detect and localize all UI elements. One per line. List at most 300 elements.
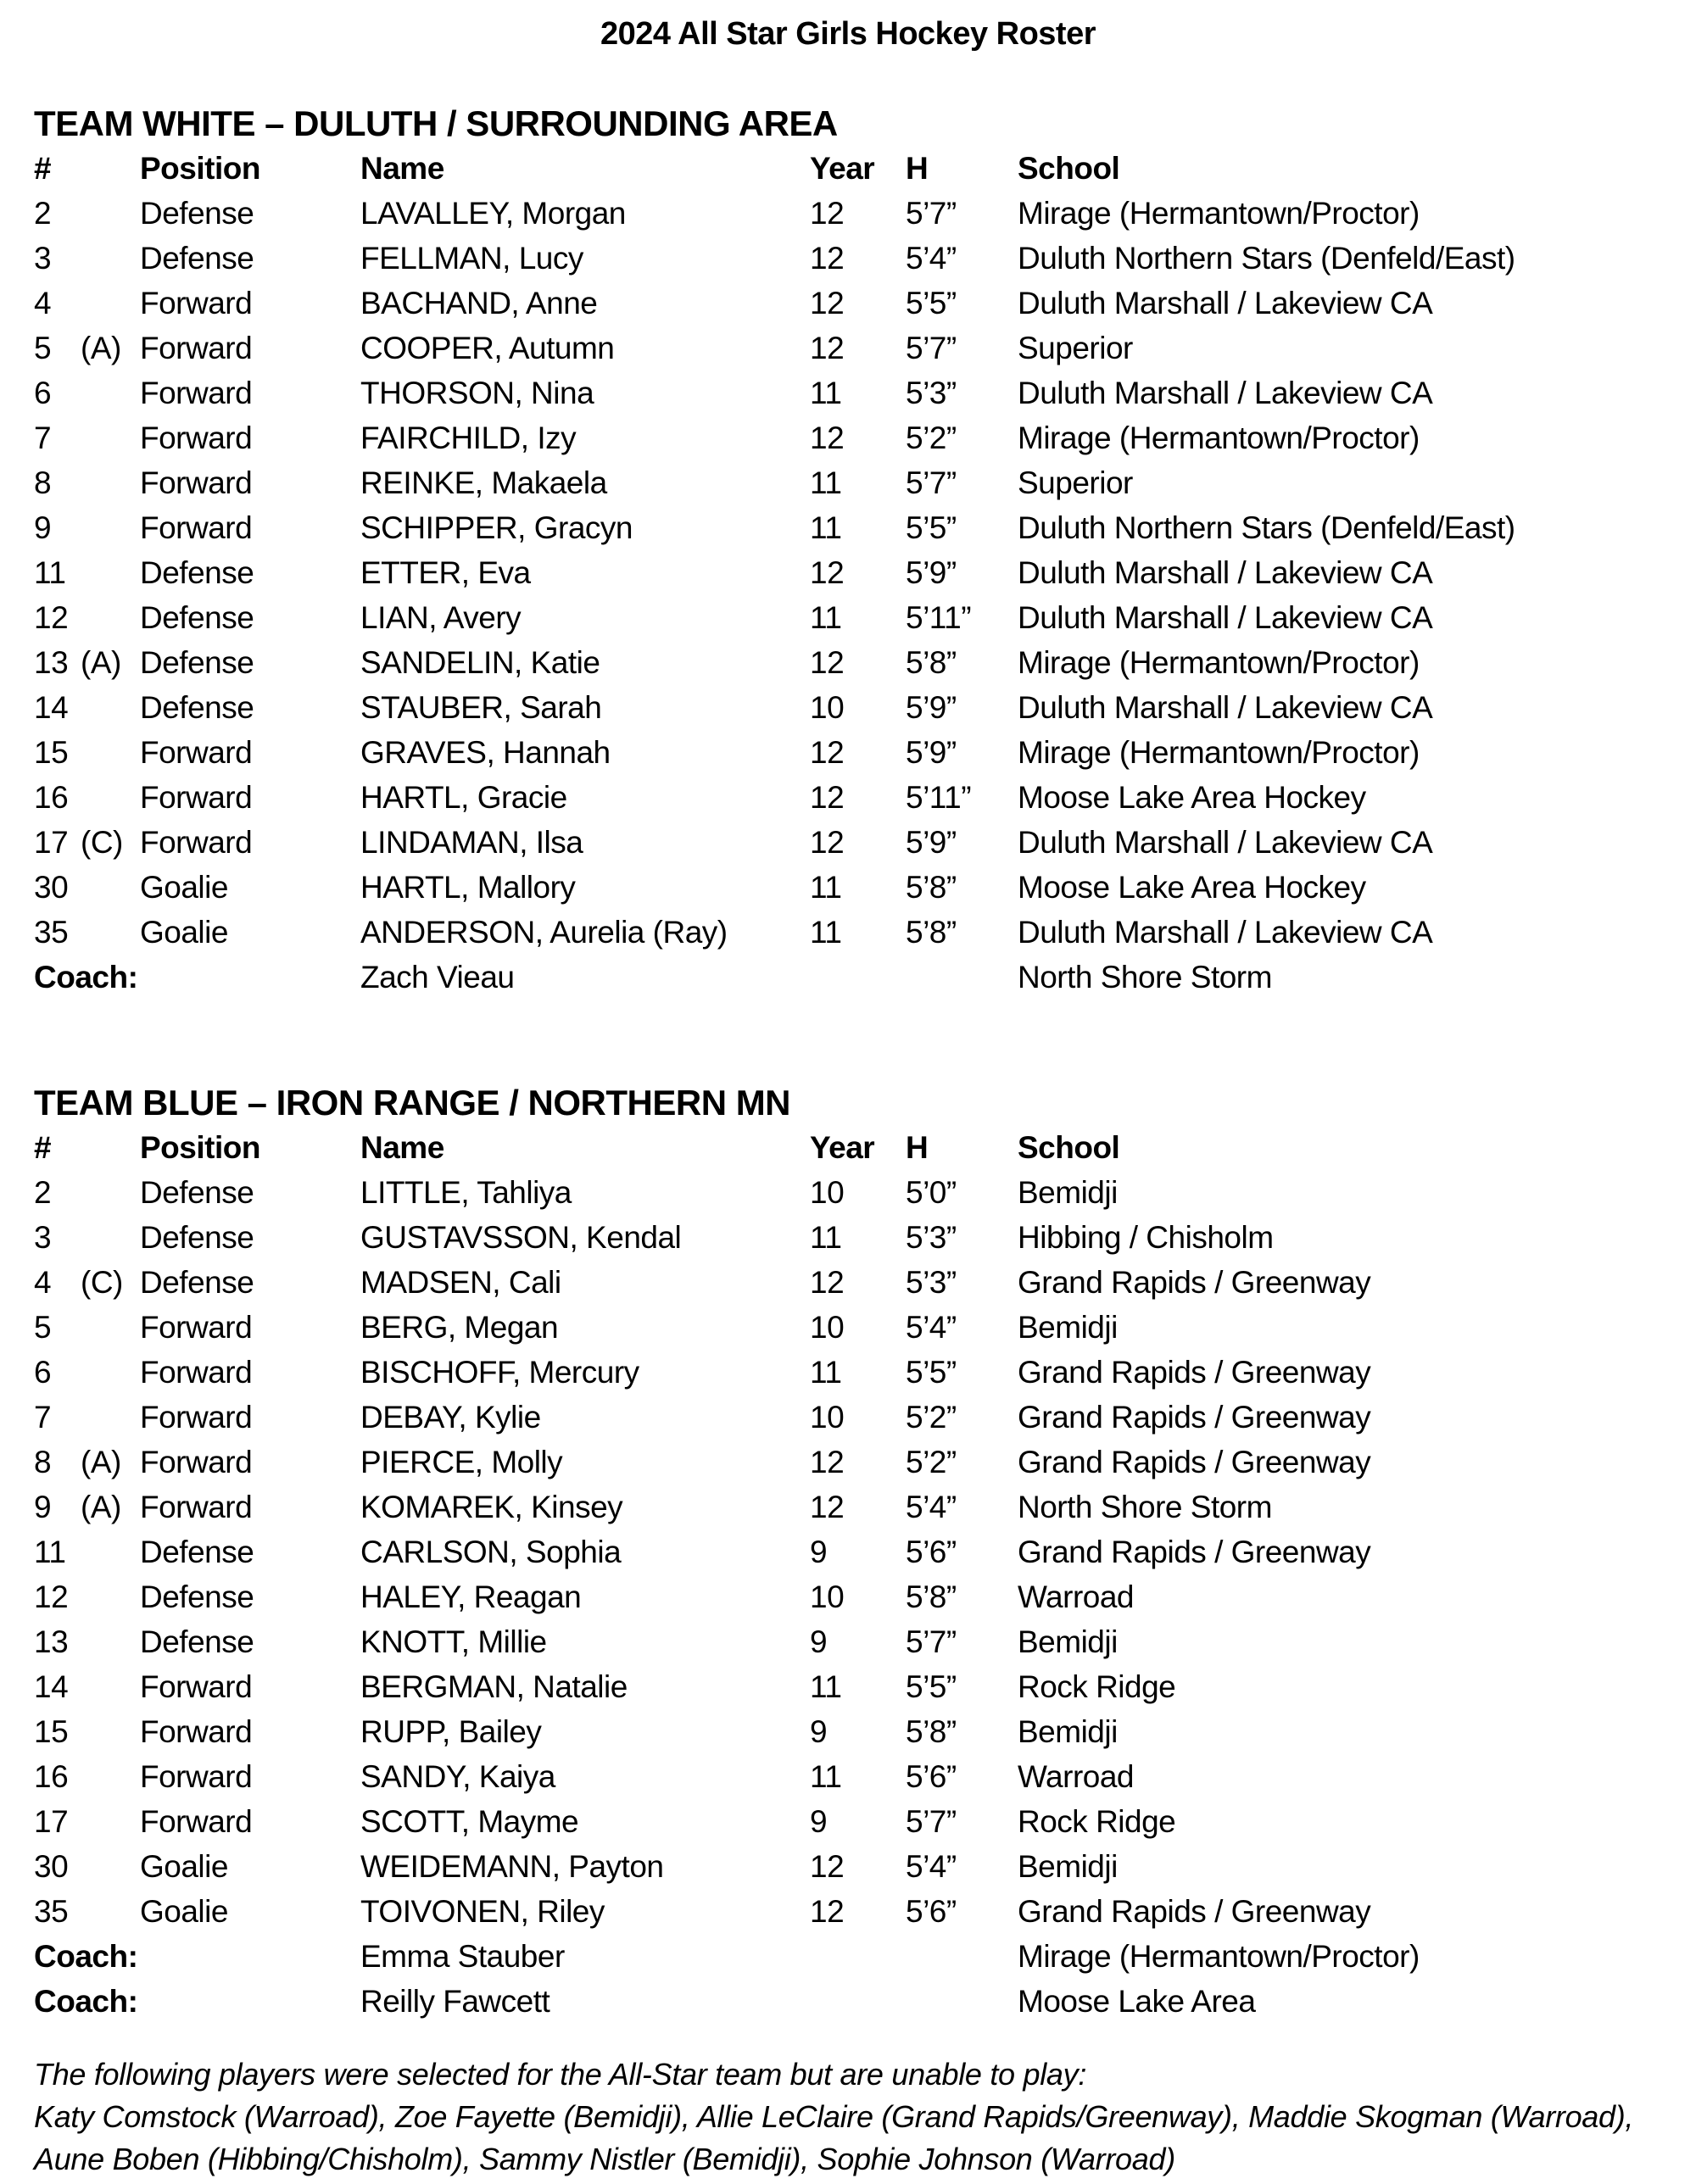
player-position: Forward	[140, 376, 253, 410]
player-school: Moose Lake Area Hockey	[1018, 780, 1366, 815]
player-position: Forward	[140, 465, 253, 500]
player-row	[34, 370, 1662, 415]
player-position: Forward	[140, 1759, 253, 1794]
player-number: 30	[34, 870, 69, 905]
player-name: PIERCE, Molly	[360, 1445, 563, 1479]
column-header-row	[34, 1125, 1662, 1170]
player-year: 11	[810, 1759, 842, 1794]
team-section	[34, 101, 1662, 1000]
player-school: Mirage (Hermantown/Proctor)	[1018, 735, 1420, 770]
col-header-h: H	[906, 151, 929, 186]
player-position: Forward	[140, 735, 253, 770]
player-school: Grand Rapids / Greenway	[1018, 1400, 1371, 1435]
player-school: Bemidji	[1018, 1849, 1118, 1884]
player-position: Forward	[140, 1804, 253, 1839]
captain-designation	[81, 1844, 140, 1889]
player-school: Bemidji	[1018, 1175, 1118, 1210]
player-height: 5’11”	[906, 600, 972, 635]
player-height: 5’5”	[906, 510, 957, 545]
player-height: 5’7”	[906, 196, 957, 231]
player-height: 5’8”	[906, 1580, 957, 1614]
player-row	[34, 1844, 1662, 1889]
player-height: 5’2”	[906, 421, 957, 455]
captain-designation	[81, 1305, 140, 1350]
player-position: Forward	[140, 286, 253, 320]
player-row	[34, 1709, 1662, 1754]
col-header-num: #	[34, 151, 52, 186]
player-row	[34, 1215, 1662, 1260]
player-height: 5’0”	[906, 1175, 957, 1210]
player-position: Defense	[140, 1220, 254, 1255]
col-header-year: Year	[810, 151, 875, 186]
player-number: 4	[34, 1265, 52, 1300]
player-height: 5’6”	[906, 1759, 957, 1794]
captain-designation: (A)	[81, 331, 121, 365]
player-name: COOPER, Autumn	[360, 331, 615, 365]
player-row	[34, 595, 1662, 640]
col-header-cap	[81, 146, 140, 191]
player-height: 5’6”	[906, 1535, 957, 1569]
player-number: 14	[34, 690, 69, 725]
player-number: 35	[34, 915, 69, 950]
player-row	[34, 1260, 1662, 1305]
captain-designation	[81, 1574, 140, 1619]
player-height: 5’8”	[906, 645, 957, 680]
player-year: 12	[810, 1445, 845, 1479]
player-number: 13	[34, 1624, 69, 1659]
player-number: 4	[34, 286, 52, 320]
player-school: Grand Rapids / Greenway	[1018, 1894, 1371, 1929]
captain-designation: (C)	[81, 825, 123, 860]
player-school: Rock Ridge	[1018, 1804, 1176, 1839]
captain-designation: (A)	[81, 645, 121, 680]
player-year: 12	[810, 241, 845, 276]
player-height: 5’2”	[906, 1445, 957, 1479]
col-header-name: Name	[360, 1130, 444, 1165]
player-number: 6	[34, 376, 52, 410]
player-position: Forward	[140, 1310, 253, 1345]
player-number: 17	[34, 825, 69, 860]
player-school: Warroad	[1018, 1759, 1135, 1794]
player-year: 10	[810, 1580, 845, 1614]
captain-designation	[81, 460, 140, 505]
player-name: HARTL, Gracie	[360, 780, 567, 815]
player-name: GRAVES, Hannah	[360, 735, 611, 770]
player-name: FELLMAN, Lucy	[360, 241, 583, 276]
player-height: 5’3”	[906, 1265, 957, 1300]
player-row	[34, 685, 1662, 730]
player-year: 11	[810, 510, 842, 545]
player-school: Mirage (Hermantown/Proctor)	[1018, 421, 1420, 455]
player-number: 15	[34, 735, 69, 770]
player-name: LIAN, Avery	[360, 600, 522, 635]
player-school: Duluth Marshall / Lakeview CA	[1018, 690, 1433, 725]
player-name: LAVALLEY, Morgan	[360, 196, 626, 231]
player-height: 5’11”	[906, 780, 972, 815]
player-name: TOIVONEN, Riley	[360, 1894, 605, 1929]
player-school: Grand Rapids / Greenway	[1018, 1355, 1371, 1390]
player-name: STAUBER, Sarah	[360, 690, 602, 725]
player-number: 9	[34, 1490, 52, 1524]
captain-designation	[81, 281, 140, 326]
player-position: Defense	[140, 1624, 254, 1659]
player-height: 5’5”	[906, 1355, 957, 1390]
player-row	[34, 236, 1662, 281]
player-year: 12	[810, 825, 845, 860]
coach-name: Reilly Fawcett	[360, 1984, 550, 2019]
player-school: Bemidji	[1018, 1624, 1118, 1659]
player-row	[34, 775, 1662, 820]
player-height: 5’3”	[906, 376, 957, 410]
player-school: Duluth Marshall / Lakeview CA	[1018, 555, 1433, 590]
player-number: 5	[34, 331, 52, 365]
player-number: 3	[34, 241, 52, 276]
player-row	[34, 415, 1662, 460]
captain-designation	[81, 775, 140, 820]
player-row	[34, 1754, 1662, 1799]
player-position: Goalie	[140, 870, 228, 905]
player-name: KOMAREK, Kinsey	[360, 1490, 623, 1524]
player-number: 14	[34, 1669, 69, 1704]
player-height: 5’4”	[906, 1310, 957, 1345]
coach-row	[34, 955, 1662, 1000]
player-row	[34, 326, 1662, 370]
captain-designation: (A)	[81, 1490, 121, 1524]
player-year: 12	[810, 645, 845, 680]
footnote-players: Katy Comstock (Warroad), Zoe Fayette (Bemidji), Allie LeClaire (Grand Rapids/Greenway), Maddie Skogman (Warroad), Aune Boben (Hibbing/Chisholm), Sammy Nistler (Bemidji), Sophie Johnson (Warroad)	[34, 2099, 1634, 2176]
captain-designation	[81, 595, 140, 640]
player-name: MADSEN, Cali	[360, 1265, 561, 1300]
player-year: 11	[810, 1220, 842, 1255]
player-name: REINKE, Makaela	[360, 465, 607, 500]
player-year: 10	[810, 1400, 845, 1435]
captain-designation: (A)	[81, 1445, 121, 1479]
player-height: 5’7”	[906, 1804, 957, 1839]
player-position: Defense	[140, 600, 254, 635]
player-position: Goalie	[140, 915, 228, 950]
coach-label: Coach:	[34, 1939, 138, 1974]
player-row	[34, 1305, 1662, 1350]
player-position: Defense	[140, 645, 254, 680]
player-year: 12	[810, 1894, 845, 1929]
player-height: 5’8”	[906, 870, 957, 905]
col-header-school: School	[1018, 1130, 1120, 1165]
player-position: Forward	[140, 510, 253, 545]
captain-designation	[81, 1664, 140, 1709]
player-row	[34, 1619, 1662, 1664]
player-number: 11	[34, 1535, 66, 1569]
player-row	[34, 1799, 1662, 1844]
player-year: 11	[810, 1669, 842, 1704]
player-row	[34, 1350, 1662, 1395]
player-number: 7	[34, 1400, 52, 1435]
player-position: Goalie	[140, 1849, 228, 1884]
captain-designation	[81, 415, 140, 460]
player-year: 12	[810, 555, 845, 590]
player-name: THORSON, Nina	[360, 376, 594, 410]
col-header-cap	[81, 1125, 140, 1170]
player-position: Defense	[140, 1175, 254, 1210]
captain-designation	[81, 685, 140, 730]
captain-designation	[81, 1799, 140, 1844]
player-position: Forward	[140, 825, 253, 860]
player-position: Defense	[140, 690, 254, 725]
captain-designation	[81, 505, 140, 550]
player-height: 5’7”	[906, 465, 957, 500]
player-name: KNOTT, Millie	[360, 1624, 547, 1659]
player-name: LITTLE, Tahliya	[360, 1175, 572, 1210]
player-row	[34, 505, 1662, 550]
player-year: 11	[810, 1355, 842, 1390]
player-number: 12	[34, 1580, 69, 1614]
player-year: 9	[810, 1624, 828, 1659]
player-name: BERG, Megan	[360, 1310, 559, 1345]
player-position: Defense	[140, 555, 254, 590]
player-position: Forward	[140, 1445, 253, 1479]
player-row	[34, 1395, 1662, 1440]
player-position: Defense	[140, 241, 254, 276]
player-number: 5	[34, 1310, 52, 1345]
player-position: Forward	[140, 1669, 253, 1704]
player-name: HARTL, Mallory	[360, 870, 576, 905]
player-position: Forward	[140, 1714, 253, 1749]
player-row	[34, 730, 1662, 775]
player-number: 7	[34, 421, 52, 455]
player-height: 5’4”	[906, 1849, 957, 1884]
player-name: FAIRCHILD, Izy	[360, 421, 577, 455]
player-school: Grand Rapids / Greenway	[1018, 1265, 1371, 1300]
footnote-intro: The following players were selected for the All-Star team but are unable to play:	[34, 2057, 1087, 2092]
player-year: 12	[810, 1849, 845, 1884]
col-header-name: Name	[360, 151, 444, 186]
player-position: Forward	[140, 1490, 253, 1524]
player-number: 17	[34, 1804, 69, 1839]
player-position: Defense	[140, 1580, 254, 1614]
column-header-row	[34, 146, 1662, 191]
captain-designation	[81, 1215, 140, 1260]
player-position: Forward	[140, 1355, 253, 1390]
player-height: 5’8”	[906, 1714, 957, 1749]
player-year: 12	[810, 780, 845, 815]
player-year: 10	[810, 1175, 845, 1210]
player-position: Defense	[140, 1535, 254, 1569]
player-school: Warroad	[1018, 1580, 1135, 1614]
col-header-h: H	[906, 1130, 929, 1165]
player-row	[34, 1664, 1662, 1709]
player-school: North Shore Storm	[1018, 1490, 1272, 1524]
player-year: 12	[810, 1490, 845, 1524]
player-height: 5’4”	[906, 1490, 957, 1524]
player-row	[34, 1440, 1662, 1485]
coach-school: North Shore Storm	[1018, 960, 1272, 994]
player-height: 5’5”	[906, 286, 957, 320]
team-header: TEAM WHITE – DULUTH / SURROUNDING AREA	[34, 103, 838, 143]
captain-designation	[81, 1754, 140, 1799]
captain-designation	[81, 236, 140, 281]
player-position: Goalie	[140, 1894, 228, 1929]
player-row	[34, 1574, 1662, 1619]
player-row	[34, 865, 1662, 910]
player-row	[34, 281, 1662, 326]
player-school: Duluth Marshall / Lakeview CA	[1018, 600, 1433, 635]
player-school: Grand Rapids / Greenway	[1018, 1535, 1371, 1569]
player-height: 5’8”	[906, 915, 957, 950]
player-name: SANDY, Kaiya	[360, 1759, 555, 1794]
player-school: Duluth Marshall / Lakeview CA	[1018, 376, 1433, 410]
player-name: SCOTT, Mayme	[360, 1804, 579, 1839]
captain-designation	[81, 730, 140, 775]
player-name: LINDAMAN, Ilsa	[360, 825, 583, 860]
player-name: ANDERSON, Aurelia (Ray)	[360, 915, 728, 950]
player-year: 10	[810, 690, 845, 725]
team-section	[34, 1080, 1662, 2024]
player-row	[34, 820, 1662, 865]
player-school: Duluth Marshall / Lakeview CA	[1018, 825, 1433, 860]
player-position: Forward	[140, 1400, 253, 1435]
player-name: CARLSON, Sophia	[360, 1535, 622, 1569]
player-school: Moose Lake Area Hockey	[1018, 870, 1366, 905]
page-title: 2024 All Star Girls Hockey Roster	[600, 16, 1096, 52]
player-year: 11	[810, 870, 842, 905]
player-school: Superior	[1018, 465, 1133, 500]
player-position: Forward	[140, 421, 253, 455]
player-year: 11	[810, 376, 842, 410]
player-row	[34, 910, 1662, 955]
player-number: 2	[34, 1175, 52, 1210]
player-row	[34, 191, 1662, 236]
player-name: BISCHOFF, Mercury	[360, 1355, 639, 1390]
captain-designation	[81, 1395, 140, 1440]
coach-name: Emma Stauber	[360, 1939, 565, 1974]
player-position: Forward	[140, 780, 253, 815]
col-header-school: School	[1018, 151, 1120, 186]
player-school: Hibbing / Chisholm	[1018, 1220, 1274, 1255]
player-year: 9	[810, 1714, 828, 1749]
player-school: Bemidji	[1018, 1714, 1118, 1749]
player-year: 9	[810, 1804, 828, 1839]
player-name: DEBAY, Kylie	[360, 1400, 541, 1435]
coach-school: Moose Lake Area	[1018, 1984, 1256, 2019]
captain-designation	[81, 1889, 140, 1934]
player-school: Duluth Northern Stars (Denfeld/East)	[1018, 510, 1515, 545]
col-header-pos: Position	[140, 151, 260, 186]
player-school: Rock Ridge	[1018, 1669, 1176, 1704]
player-number: 9	[34, 510, 52, 545]
player-height: 5’9”	[906, 555, 957, 590]
player-number: 12	[34, 600, 69, 635]
player-year: 9	[810, 1535, 828, 1569]
captain-designation	[81, 1350, 140, 1395]
player-number: 8	[34, 465, 52, 500]
col-header-year: Year	[810, 1130, 875, 1165]
player-year: 10	[810, 1310, 845, 1345]
player-position: Forward	[140, 331, 253, 365]
captain-designation	[81, 1619, 140, 1664]
player-height: 5’9”	[906, 735, 957, 770]
player-row	[34, 460, 1662, 505]
player-height: 5’7”	[906, 1624, 957, 1659]
player-name: BACHAND, Anne	[360, 286, 598, 320]
captain-designation	[81, 1529, 140, 1574]
coach-row	[34, 1934, 1662, 1979]
captain-designation	[81, 191, 140, 236]
player-number: 8	[34, 1445, 52, 1479]
player-row	[34, 1529, 1662, 1574]
captain-designation	[81, 1170, 140, 1215]
player-height: 5’9”	[906, 690, 957, 725]
player-number: 6	[34, 1355, 52, 1390]
captain-designation: (C)	[81, 1265, 123, 1300]
player-name: WEIDEMANN, Payton	[360, 1849, 664, 1884]
player-school: Superior	[1018, 331, 1133, 365]
player-position: Defense	[140, 196, 254, 231]
player-school: Duluth Marshall / Lakeview CA	[1018, 915, 1433, 950]
player-number: 11	[34, 555, 66, 590]
player-height: 5’5”	[906, 1669, 957, 1704]
captain-designation	[81, 910, 140, 955]
coach-label: Coach:	[34, 960, 138, 994]
player-height: 5’6”	[906, 1894, 957, 1929]
player-year: 12	[810, 286, 845, 320]
player-number: 30	[34, 1849, 69, 1884]
teams-container	[34, 101, 1662, 2024]
player-height: 5’3”	[906, 1220, 957, 1255]
player-school: Bemidji	[1018, 1310, 1118, 1345]
captain-designation	[81, 550, 140, 595]
player-year: 12	[810, 331, 845, 365]
player-number: 15	[34, 1714, 69, 1749]
captain-designation	[81, 865, 140, 910]
coach-school: Mirage (Hermantown/Proctor)	[1018, 1939, 1420, 1974]
player-number: 2	[34, 196, 52, 231]
player-year: 12	[810, 735, 845, 770]
captain-designation	[81, 1709, 140, 1754]
player-height: 5’9”	[906, 825, 957, 860]
player-school: Grand Rapids / Greenway	[1018, 1445, 1371, 1479]
player-position: Defense	[140, 1265, 254, 1300]
player-name: ETTER, Eva	[360, 555, 531, 590]
col-header-pos: Position	[140, 1130, 260, 1165]
player-school: Duluth Marshall / Lakeview CA	[1018, 286, 1433, 320]
player-height: 5’4”	[906, 241, 957, 276]
player-school: Mirage (Hermantown/Proctor)	[1018, 196, 1420, 231]
captain-designation	[81, 370, 140, 415]
player-year: 11	[810, 915, 842, 950]
coach-row	[34, 1979, 1662, 2024]
player-row	[34, 640, 1662, 685]
player-height: 5’2”	[906, 1400, 957, 1435]
player-year: 11	[810, 465, 842, 500]
player-number: 13	[34, 645, 69, 680]
player-name: BERGMAN, Natalie	[360, 1669, 628, 1704]
player-year: 12	[810, 196, 845, 231]
player-height: 5’7”	[906, 331, 957, 365]
player-school: Duluth Northern Stars (Denfeld/East)	[1018, 241, 1515, 276]
player-row	[34, 550, 1662, 595]
player-year: 12	[810, 421, 845, 455]
player-year: 11	[810, 600, 842, 635]
col-header-num: #	[34, 1130, 52, 1165]
player-number: 35	[34, 1894, 69, 1929]
player-number: 16	[34, 1759, 69, 1794]
coach-name: Zach Vieau	[360, 960, 515, 994]
footnote	[34, 2053, 1662, 2181]
player-number: 16	[34, 780, 69, 815]
player-year: 12	[810, 1265, 845, 1300]
coach-label: Coach:	[34, 1984, 138, 2019]
player-row	[34, 1889, 1662, 1934]
player-school: Mirage (Hermantown/Proctor)	[1018, 645, 1420, 680]
